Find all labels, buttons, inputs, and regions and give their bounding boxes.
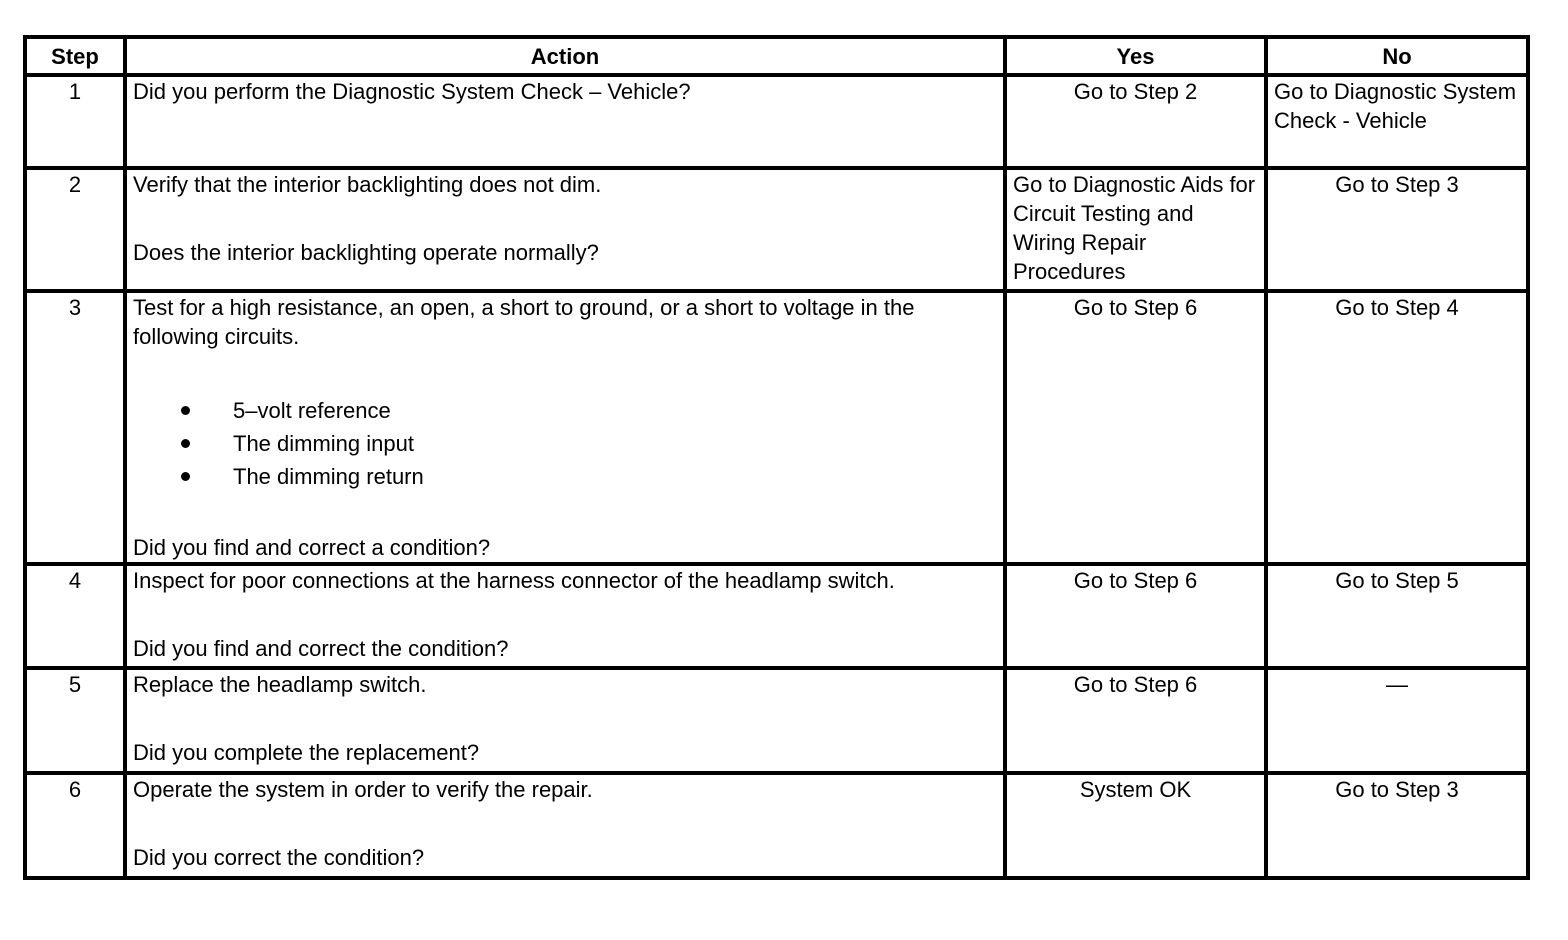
no-cell: Go to Step 3 [1266,168,1528,291]
action-question: Did you complete the replacement? [133,740,480,765]
action-cell [125,564,1005,668]
bullet-icon [181,406,190,415]
yes-cell: System OK [1005,773,1266,878]
header-yes: Yes [1005,37,1266,75]
step-number: 6 [25,773,125,878]
header-action: Action [125,37,1005,75]
header-no: No [1266,37,1528,75]
action-question: Did you find and correct a condition? [133,535,491,560]
action-cell [125,75,1005,168]
no-cell: Go to Step 5 [1266,564,1528,668]
step-number: 4 [25,564,125,668]
header-step: Step [25,37,125,75]
yes-cell: Go to Step 6 [1005,291,1266,564]
circuit-item [133,427,997,460]
action-text: Operate the system in order to verify the repair. [133,777,593,802]
no-cell: Go to Step 3 [1266,773,1528,878]
no-cell: Go to Diagnostic System Check - Vehicle [1266,75,1528,168]
action-text: Test for a high resistance, an open, a short to ground, or a short to voltage in the following circuits. [133,295,915,349]
action-text: Did you perform the Diagnostic System Check – Vehicle? [133,79,691,104]
bullet-icon [181,472,190,481]
circuit-item [133,460,997,493]
action-cell [125,668,1005,773]
diagnostic-table [23,35,1530,880]
action-question: Does the interior backlighting operate normally? [133,240,599,265]
header-row [25,37,1528,75]
table-row [25,168,1528,291]
no-cell: — [1266,668,1528,773]
action-cell [125,291,1005,564]
table-row [25,75,1528,168]
circuit-label: The dimming input [233,431,414,456]
step-number: 5 [25,668,125,773]
yes-cell: Go to Step 6 [1005,668,1266,773]
yes-cell: Go to Step 6 [1005,564,1266,668]
table-row [25,291,1528,564]
yes-cell: Go to Diagnostic Aids for Circuit Testing and Wiring Repair Procedures [1005,168,1266,291]
circuit-item [133,394,997,427]
action-cell [125,773,1005,878]
action-text: Inspect for poor connections at the harness connector of the headlamp switch. [133,568,895,593]
no-cell: Go to Step 4 [1266,291,1528,564]
circuit-list [133,394,997,493]
action-text: Verify that the interior backlighting does not dim. [133,172,602,197]
step-number: 3 [25,291,125,564]
table-row [25,773,1528,878]
bullet-icon [181,439,190,448]
action-cell [125,168,1005,291]
step-number: 2 [25,168,125,291]
step-number: 1 [25,75,125,168]
action-text: Replace the headlamp switch. [133,672,427,697]
yes-cell: Go to Step 2 [1005,75,1266,168]
circuit-label: The dimming return [233,464,424,489]
action-question: Did you correct the condition? [133,845,425,870]
table-row [25,564,1528,668]
action-question: Did you find and correct the condition? [133,636,509,661]
circuit-label: 5–volt reference [233,398,391,423]
table-row [25,668,1528,773]
